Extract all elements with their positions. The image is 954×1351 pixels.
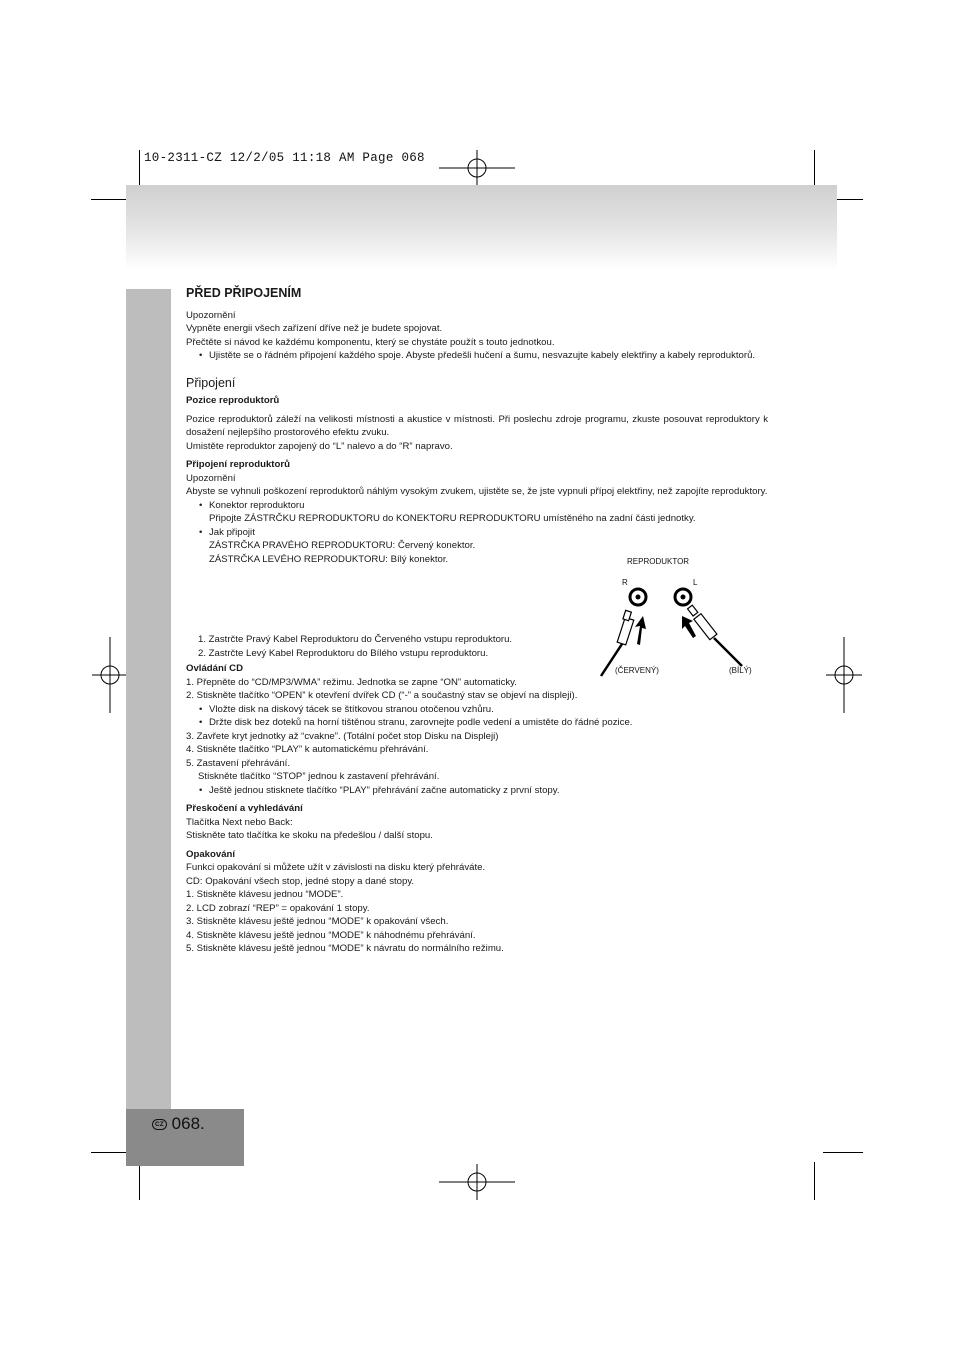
registration-mark: [90, 635, 130, 715]
side-bar: [126, 289, 171, 1109]
numbered-item: 2. Stiskněte tlačítko “OPEN” k otevření dvířek CD (“-” a součastný stav se objeví na displeji).: [186, 690, 578, 701]
text-line: Vypněte energii všech zařízení dříve než je budete spojovat.: [186, 323, 443, 334]
bullet-detail: Připojte ZÁSTRČKU REPRODUKTORU do KONEKTORU REPRODUKTORU umístěného na zadní části jednotky.: [209, 513, 696, 524]
numbered-item: 5. Stiskněte klávesu ještě jednou “MODE” k návratu do normálního režimu.: [186, 943, 504, 954]
bullet-item: • Ještě jednou stisknete tlačítko “PLAY” přehrávání začne automaticky z první stopy.: [186, 784, 768, 798]
registration-mark: [824, 635, 864, 715]
numbered-item: 4. Stiskněte klávesu ještě jednou “MODE” k náhodnému přehrávání.: [186, 929, 476, 941]
header-band: [126, 185, 837, 270]
bullet-item: • Konektor reproduktoru: [186, 499, 768, 513]
language-badge: CZ: [152, 1119, 167, 1130]
bullet-item: • Ujistěte se o řádném připojení každého spoje. Abyste předešli hučení a šumu, nesvazujte kabely elektřiny a kabely reproduktorů.: [186, 349, 768, 363]
text-line: Tlačítka Next nebo Back:: [186, 816, 293, 828]
numbered-item: 3. Zavřete kryt jednotky až “cvakne”. (Totální počet stop Disku na Displeji): [186, 730, 499, 742]
subsection-title: Opakování: [186, 848, 236, 860]
paragraph: Umistěte reproduktor zapojený do “L” nalevo a do “R” napravo.: [186, 440, 453, 452]
bullet-detail: ZÁSTRČKA PRAVÉHO REPRODUKTORU: Červený konektor.: [209, 540, 476, 551]
numbered-item: 1. Zastrčte Pravý Kabel Reproduktoru do Červeného vstupu reproduktoru.: [198, 634, 513, 645]
numbered-item: 1. Přepněte do “CD/MP3/WMA” režimu. Jednotka se zapne “ON” automaticky.: [186, 676, 517, 688]
numbered-item: 4. Stiskněte tlačítko “PLAY” k automatickému přehrávání.: [186, 744, 429, 755]
bullet-detail: ZÁSTRČKA LEVÉHO REPRODUKTORU: Bílý konektor.: [209, 553, 449, 565]
numbered-item: 5. Zastavení přehrávání.: [186, 757, 290, 769]
bullet-item: • Držte disk bez doteků na horní tištěnou stranu, zarovnejte podle vedení a umistěte do řádné pozice.: [186, 716, 768, 730]
numbered-item: 2. Zastrčte Levý Kabel Reproduktoru do Bílého vstupu reproduktoru.: [198, 647, 489, 659]
subsection-title: Připojení reproduktorů: [186, 459, 290, 470]
numbered-item: 2. LCD zobrazí “REP” = opakování 1 stopy.: [186, 902, 370, 914]
text-line: Funkci opakování si můžete užít v závislosti na disku který přehráváte.: [186, 862, 486, 873]
crop-mark: [814, 1162, 815, 1200]
page-number-text: 068.: [171, 1114, 205, 1133]
page-number: [152, 1114, 205, 1134]
registration-mark: [437, 148, 517, 188]
diagram-label-l: L: [693, 578, 698, 587]
diagram-label-white: (BÍLÝ): [729, 666, 752, 675]
section-title: PŘED PŘIPOJENÍM: [186, 286, 302, 300]
bullet-item: • Vložte disk na diskový tácek se štítkovou stranou otočenou vzhůru.: [186, 703, 768, 717]
speaker-diagram: [596, 556, 772, 680]
text-line: Přečtěte si návod ke každému komponentu, který se chystáte použít s touto jednotkou.: [186, 336, 555, 348]
numbered-item: 1. Stiskněte klávesu jednou “MODE”.: [186, 889, 344, 900]
print-slug: 10-2311-CZ 12/2/05 11:18 AM Page 068: [144, 151, 425, 165]
subsection-title: Pozice reproduktorů: [186, 395, 280, 406]
item-detail: Stiskněte tlačítko “STOP” jednou k zastavení přehrávání.: [198, 771, 440, 782]
bullet-item: • Jak připojit: [186, 526, 768, 540]
crop-mark: [91, 1152, 131, 1153]
crop-mark: [91, 199, 131, 200]
paragraph: Pozice reproduktorů záleží na velikosti místnosti a akustice v místnosti. Při poslechu zdroje programu, zkuste posouvat reproduktory k dosažení nejlepšího prostorového efektu zvuku.: [186, 413, 768, 438]
paragraph: Abyste se vyhnuli poškození reproduktorů náhlým vysokým zvukem, ujistěte se, že jste vypnuli přípoj elektřiny, než zapojíte reproduktory.: [186, 486, 768, 497]
text-line: CD: Opakování všech stop, jedné stopy a dané stopy.: [186, 875, 415, 887]
diagram-title: REPRODUKTOR: [627, 557, 690, 566]
crop-mark: [139, 1162, 140, 1200]
subsection-title: Přeskočení a vyhledávání: [186, 803, 303, 814]
numbered-item: 3. Stiskněte klávesu ještě jednou “MODE” k opakování všech.: [186, 916, 449, 927]
crop-mark: [823, 1152, 863, 1153]
plug-drawing: [596, 556, 772, 680]
diagram-label-r: R: [622, 578, 628, 587]
note-label: Upozornění: [186, 472, 236, 484]
diagram-label-red: (ČERVENÝ): [615, 666, 659, 675]
note-label: Upozornění: [186, 309, 236, 321]
registration-mark: [437, 1162, 517, 1202]
subsection-title: Ovládání CD: [186, 663, 244, 674]
section-title: Připojení: [186, 375, 236, 390]
text-line: Stiskněte tato tlačítka ke skoku na předešlou / další stopu.: [186, 830, 433, 841]
